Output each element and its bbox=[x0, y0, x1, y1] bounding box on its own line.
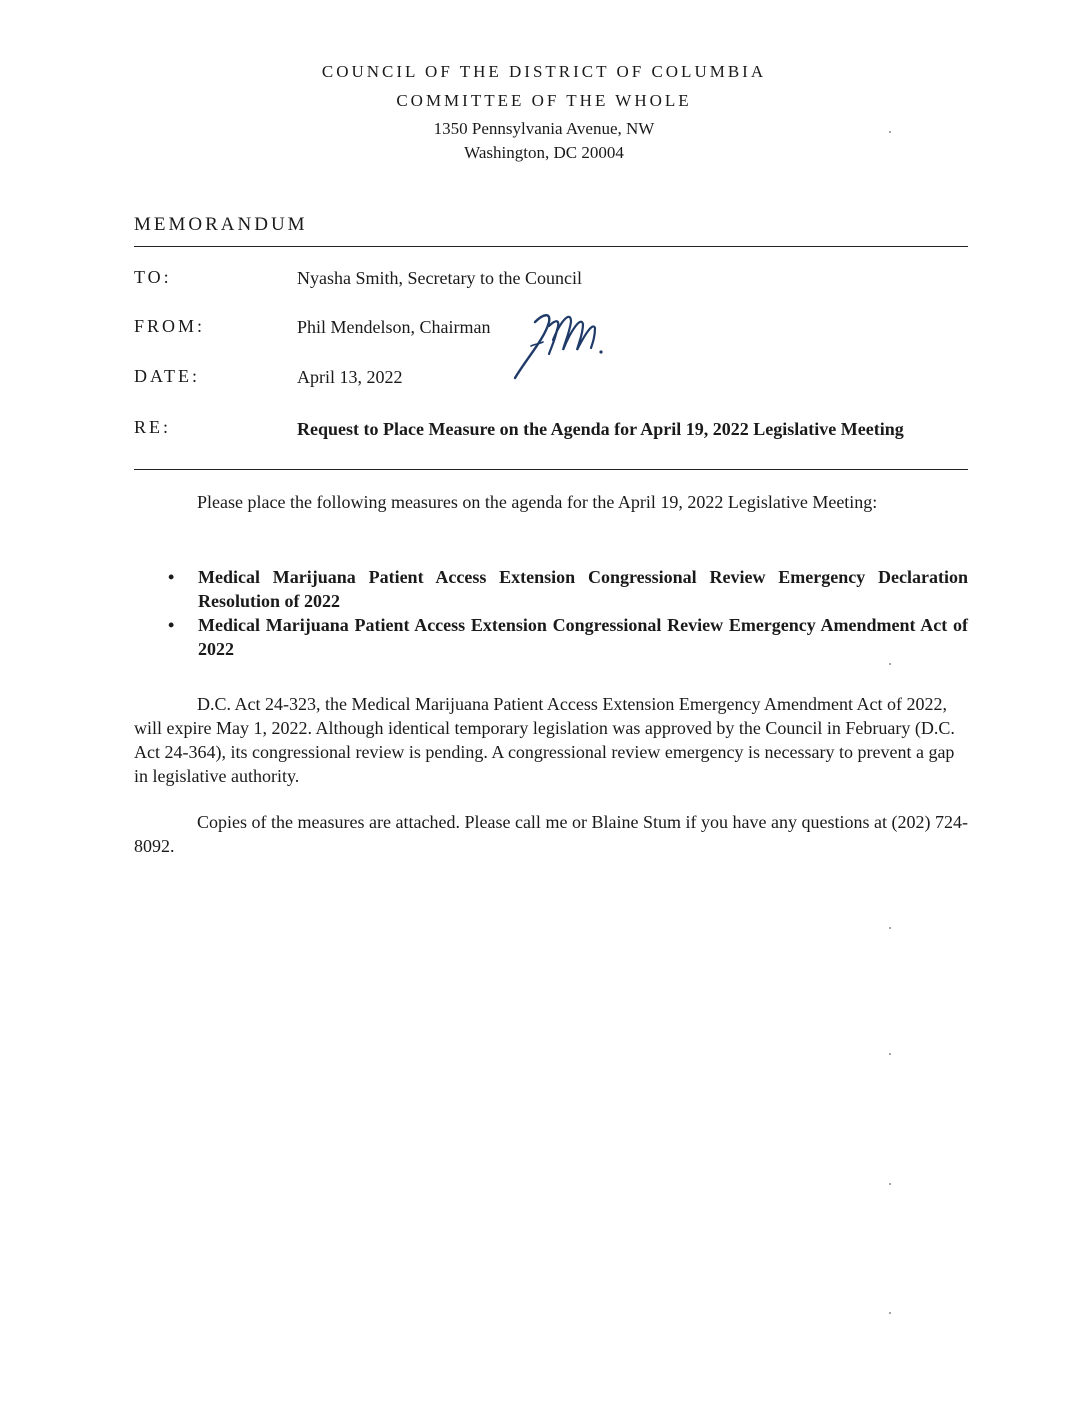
scan-speck bbox=[889, 927, 891, 929]
intro-paragraph: Please place the following measures on the agenda for the April 19, 2022 Legislative Meeting: bbox=[197, 492, 878, 512]
bullet-icon: • bbox=[168, 615, 175, 635]
to-label: TO: bbox=[134, 267, 172, 287]
letterhead-address-line2: Washington, DC 20004 bbox=[464, 143, 624, 162]
scan-speck bbox=[889, 1183, 891, 1185]
date-label: DATE: bbox=[134, 366, 200, 386]
measure-text: Medical Marijuana Patient Access Extension Congressional Review Emergency Amendment Act of 2022 bbox=[198, 615, 968, 659]
signature-dot bbox=[599, 350, 602, 353]
re-label: RE: bbox=[134, 417, 172, 437]
header-rule-bottom bbox=[134, 469, 968, 470]
scan-speck bbox=[889, 131, 891, 133]
scan-speck bbox=[889, 663, 891, 665]
to-value: Nyasha Smith, Secretary to the Council bbox=[297, 268, 582, 288]
measure-item bbox=[168, 565, 968, 613]
header-rule-top bbox=[134, 246, 968, 247]
letterhead-committee: COMMITTEE OF THE WHOLE bbox=[396, 91, 692, 110]
re-value: Request to Place Measure on the Agenda for April 19, 2022 Legislative Meeting bbox=[297, 419, 904, 439]
from-value: Phil Mendelson, Chairman bbox=[297, 317, 491, 337]
letterhead-address-line1: 1350 Pennsylvania Avenue, NW bbox=[433, 119, 655, 138]
date-value: April 13, 2022 bbox=[297, 367, 403, 387]
scan-speck bbox=[889, 1053, 891, 1055]
signature-stroke-1 bbox=[515, 315, 549, 378]
measure-item bbox=[168, 613, 968, 661]
bullet-icon: • bbox=[168, 567, 175, 587]
expiration-paragraph: D.C. Act 24-323, the Medical Marijuana Patient Access Extension Emergency Amendment Act of 2022, will expire May 1, 2022. Although identical temporary legislation was approved by the Council in February (D.C. Act 24-364), its congressional review is pending. A congressional review emergency is necessary to prevent a gap in legislative authority. bbox=[134, 694, 955, 786]
chairman-signature bbox=[505, 300, 610, 382]
scan-speck bbox=[889, 1312, 891, 1314]
from-label: FROM: bbox=[134, 316, 206, 336]
measure-text: Medical Marijuana Patient Access Extension Congressional Review Emergency Declaration Resolution of 2022 bbox=[198, 567, 968, 611]
letterhead-organization: COUNCIL OF THE DISTRICT OF COLUMBIA bbox=[321, 62, 767, 81]
measures-list bbox=[168, 565, 968, 661]
contact-paragraph: Copies of the measures are attached. Please call me or Blaine Stum if you have any questions at (202) 724-8092. bbox=[134, 812, 968, 856]
signature-stroke-3 bbox=[553, 317, 595, 350]
memo-title: MEMORANDUM bbox=[134, 214, 308, 235]
